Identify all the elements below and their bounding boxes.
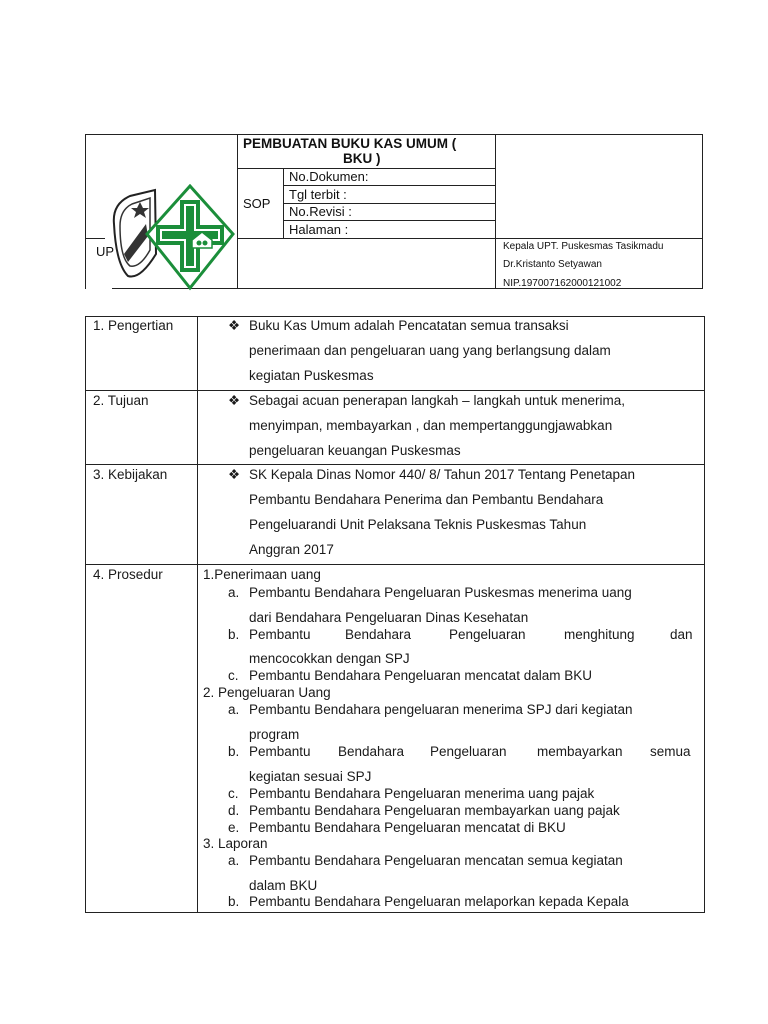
prosedur-1b-w4: menghitung (564, 627, 635, 642)
section-pengertian-label: 1. Pengertian (93, 318, 174, 333)
pengertian-line-2: penerimaan dan pengeluaran uang yang berlangsung dalam (249, 343, 611, 358)
puskesmas-logo-icon (110, 184, 235, 294)
prosedur-2c: Pembantu Bendahara Pengeluaran menerima uang pajak (249, 786, 595, 801)
prosedur-1b-line-2: mencocokkan dengan SPJ (249, 651, 410, 666)
prosedur-2a-line-1: Pembantu Bendahara pengeluaran menerima SPJ dari kegiatan (249, 702, 633, 717)
section-tujuan-label: 2. Tujuan (93, 393, 149, 408)
field-tgl-terbit: Tgl terbit : (289, 187, 347, 202)
kebijakan-line-3: Pengeluarandi Unit Pelaksana Teknis Puskesmas Tahun (249, 517, 587, 532)
prosedur-2b-w2: Bendahara (338, 744, 405, 759)
marker-1a: a. (228, 585, 240, 600)
sop-label: SOP (243, 196, 271, 211)
prosedur-2a-line-2: program (249, 727, 300, 742)
prosedur-2d: Pembantu Bendahara Pengeluaran membayarkan uang pajak (249, 803, 620, 818)
tujuan-line-3: pengeluaran keuangan Puskesmas (249, 443, 461, 458)
prosedur-3a-line-1: Pembantu Bendahara Pengeluaran mencatan semua kegiatan (249, 853, 623, 868)
marker-1c: c. (228, 668, 239, 683)
prosedur-group-1-title: 1.Penerimaan uang (203, 567, 321, 582)
prosedur-3b-line-1: Pembantu Bendahara Pengeluaran melaporkan kepada Kepala (249, 894, 629, 909)
prosedur-2b-w5: semua (650, 744, 691, 759)
prosedur-2b-w4: membayarkan (537, 744, 623, 759)
puskesmas-logo (110, 184, 235, 294)
tujuan-line-2: menyimpan, membayarkan , dan mempertanggungjawabkan (249, 418, 613, 433)
marker-3a: a. (228, 853, 240, 868)
marker-2b: b. (228, 744, 240, 759)
signer-position: Kepala UPT. Puskesmas Tasikmadu (503, 241, 664, 252)
prosedur-1c: Pembantu Bendahara Pengeluaran mencatat dalam BKU (249, 668, 592, 683)
tujuan-line-1: Sebagai acuan penerapan langkah – langkah untuk menerima, (249, 393, 626, 408)
field-no-revisi: No.Revisi : (289, 204, 352, 219)
prosedur-1a-line-1: Pembantu Bendahara Pengeluaran Puskesmas menerima uang (249, 585, 632, 600)
org-name-partial: UP (96, 244, 115, 259)
field-halaman: Halaman : (289, 222, 349, 237)
pengertian-bullet: ❖ (228, 318, 241, 333)
kebijakan-bullet: ❖ (228, 467, 241, 482)
prosedur-group-3-title: 3. Laporan (203, 836, 268, 851)
kebijakan-line-1: SK Kepala Dinas Nomor 440/ 8/ Tahun 2017 Tentang Penetapan (249, 467, 636, 482)
prosedur-2e: Pembantu Bendahara Pengeluaran mencatat di BKU (249, 820, 566, 835)
marker-1b: b. (228, 627, 240, 642)
doc-title-line2: BKU ) (343, 151, 381, 166)
prosedur-1b-w5: dan (670, 627, 693, 642)
section-prosedur-label: 4. Prosedur (93, 567, 163, 582)
tujuan-bullet: ❖ (228, 393, 241, 408)
signer-nip: NIP.197007162000121002 (503, 278, 622, 289)
signer-name: Dr.Kristanto Setyawan (503, 259, 602, 270)
pengertian-line-1: Buku Kas Umum adalah Pencatatan semua transaksi (249, 318, 569, 333)
prosedur-group-2-title: 2. Pengeluaran Uang (203, 685, 331, 700)
prosedur-2b-w3: Pengeluaran (430, 744, 507, 759)
section-kebijakan-label: 3. Kebijakan (93, 467, 168, 482)
marker-2c: c. (228, 786, 239, 801)
prosedur-2b-line-2: kegiatan sesuai SPJ (249, 769, 372, 784)
prosedur-1b-w1: Pembantu (249, 627, 311, 642)
marker-3b: b. (228, 894, 240, 909)
prosedur-3a-line-2: dalam BKU (249, 878, 318, 893)
prosedur-2b-w1: Pembantu (249, 744, 311, 759)
pengertian-line-3: kegiatan Puskesmas (249, 368, 374, 383)
marker-2e: e. (228, 820, 240, 835)
doc-title-line1: PEMBUATAN BUKU KAS UMUM ( (243, 136, 457, 151)
kebijakan-line-4: Anggran 2017 (249, 542, 334, 557)
kebijakan-line-2: Pembantu Bendahara Penerima dan Pembantu Bendahara (249, 492, 604, 507)
marker-2d: d. (228, 803, 240, 818)
prosedur-1b-w3: Pengeluaran (449, 627, 526, 642)
field-no-dokumen: No.Dokumen: (289, 169, 369, 184)
marker-2a: a. (228, 702, 240, 717)
prosedur-1b-w2: Bendahara (345, 627, 412, 642)
prosedur-1a-line-2: dari Bendahara Pengeluaran Dinas Kesehatan (249, 610, 529, 625)
